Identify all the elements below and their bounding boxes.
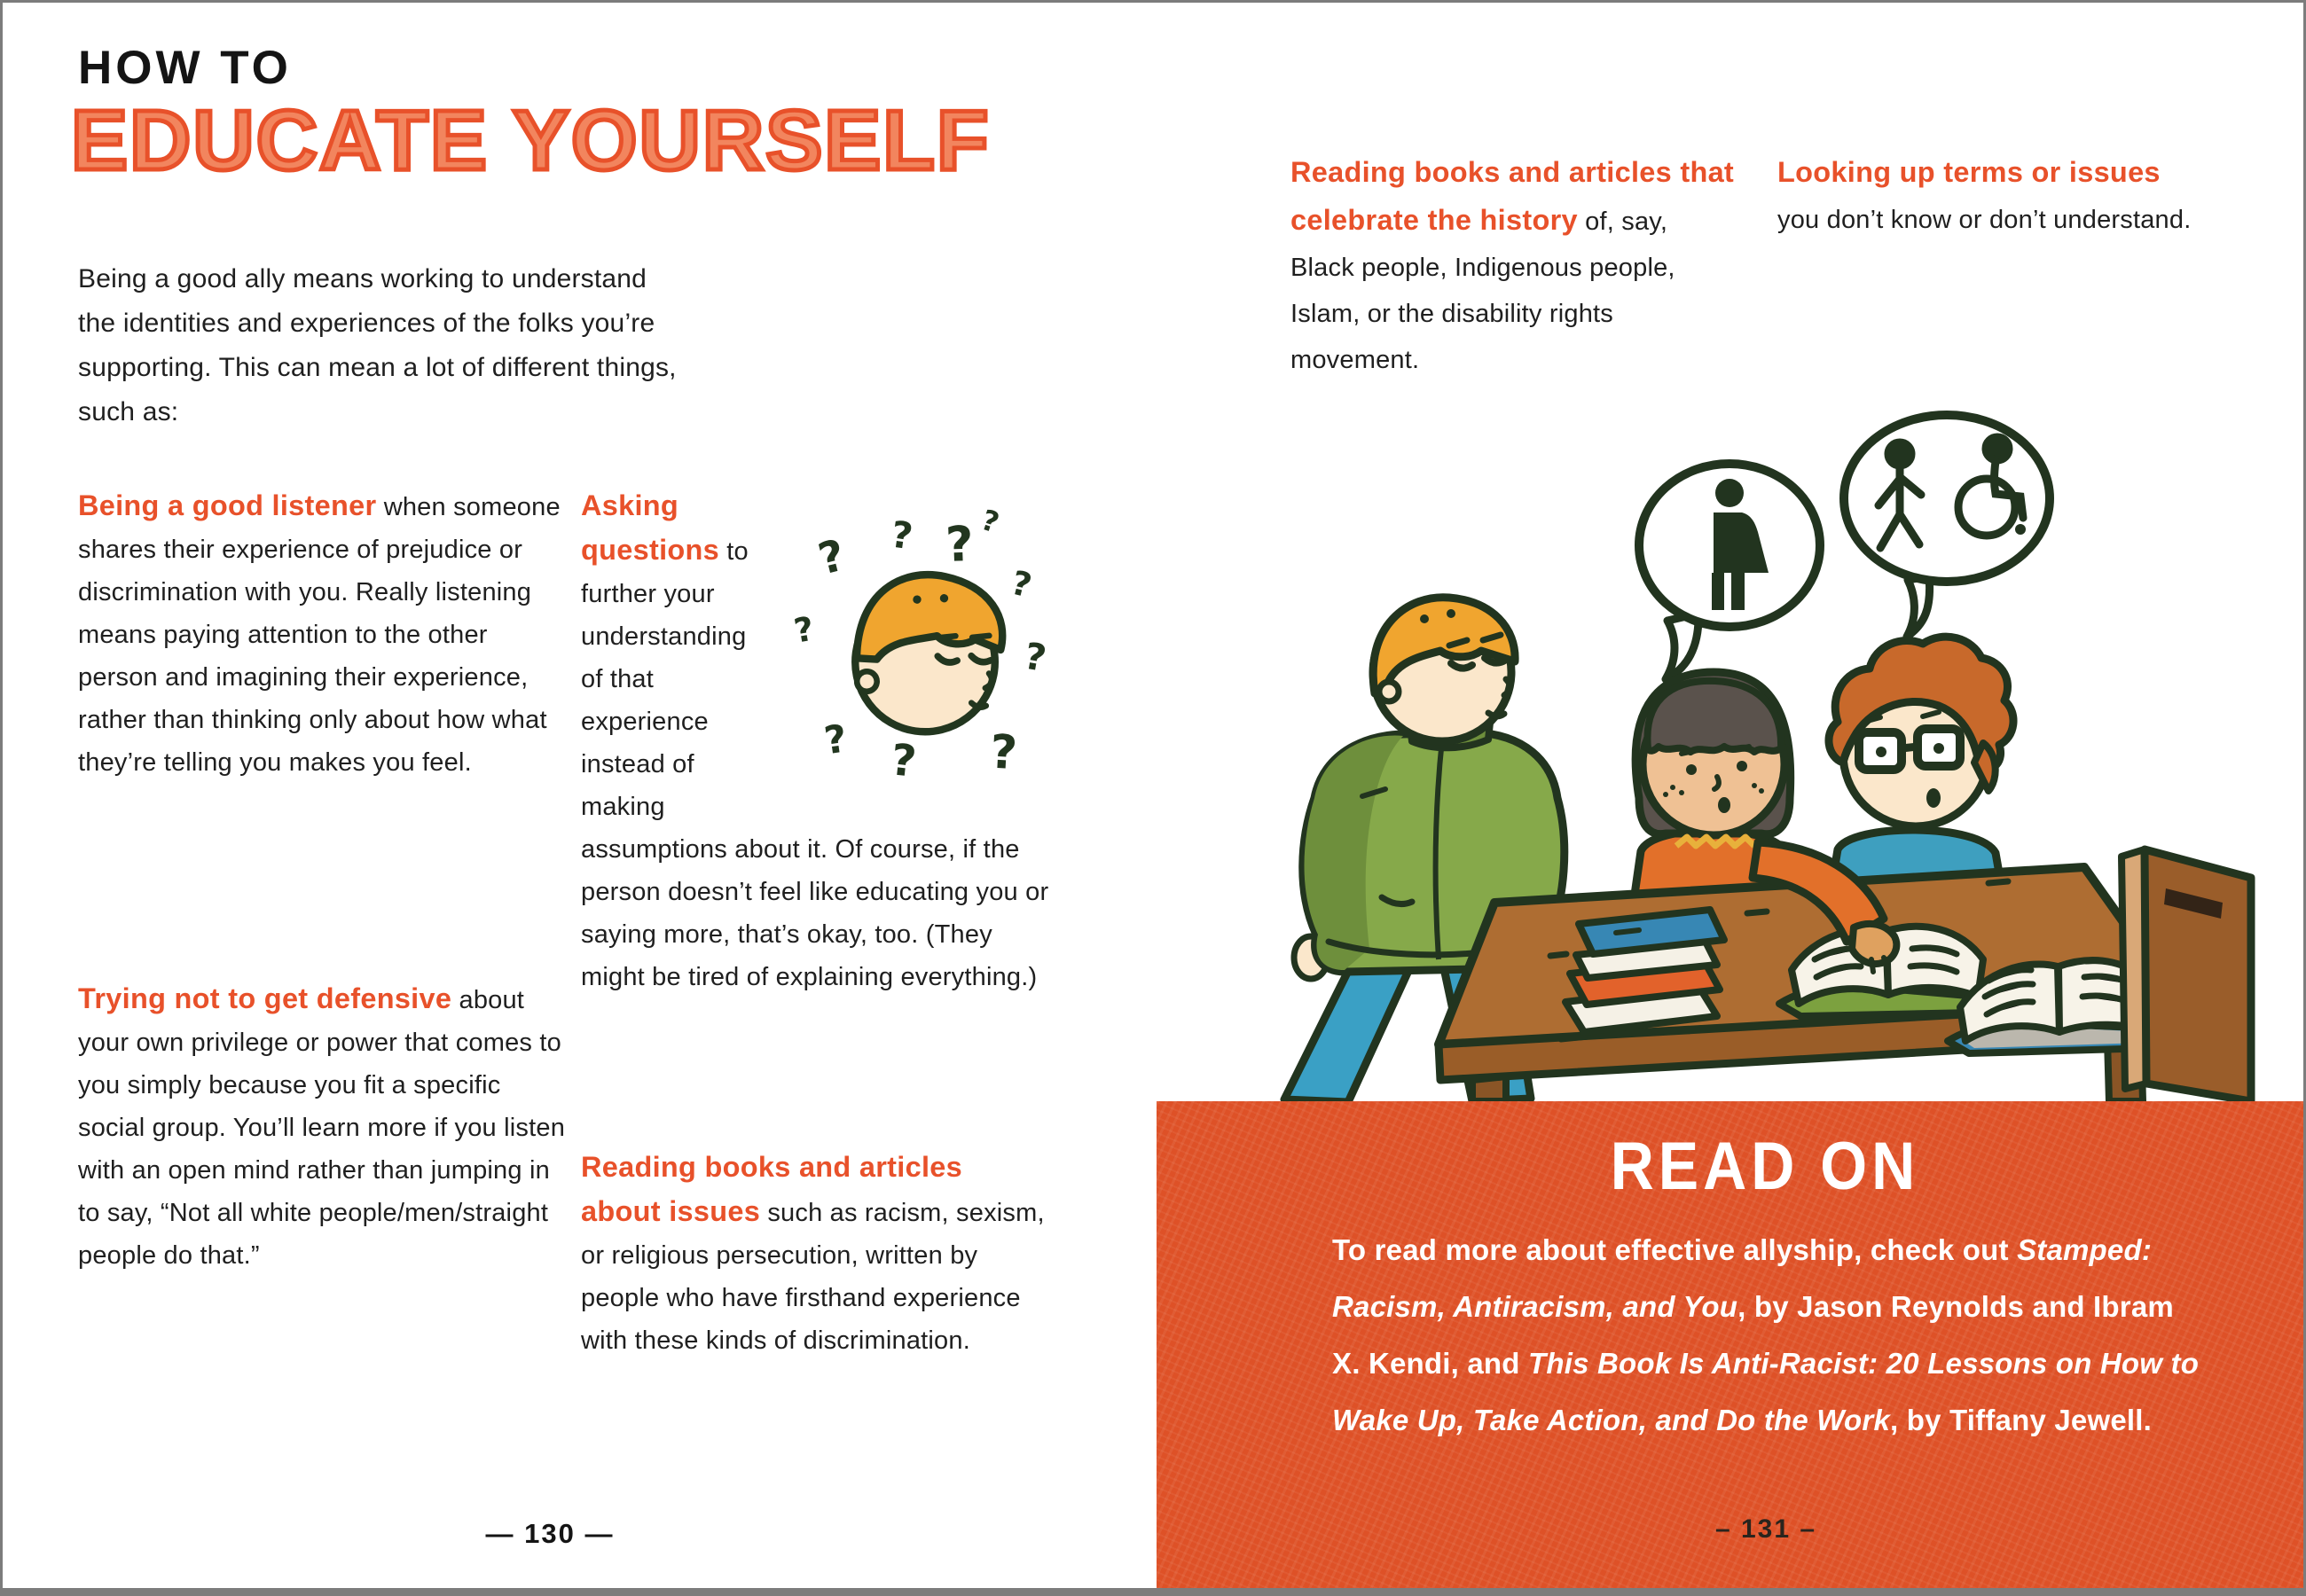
svg-text:?: ? [888,512,916,559]
paragraph-looking-up-terms [1777,149,2203,243]
boy-jeans-left-leg [1284,962,1408,1102]
book-stack [1565,910,1724,1032]
svg-text:?: ? [813,530,851,585]
page-number-left: — 130 — [485,1518,615,1549]
paragraph-reading-issues [581,1146,1049,1362]
svg-text:?: ? [888,735,919,786]
boy-ear [1379,682,1399,701]
svg-text:?: ? [790,608,818,651]
svg-text:?: ? [1007,562,1036,606]
paragraph-text: Being a good listener when someone shares their experience of prejudice or discrimination with you. Really listening means paying attention to the other person and imagining their experience, rather than thinking only about how what they’re telling you makes you feel. [78,489,561,777]
read-on-title: READ ON [1610,1128,1920,1204]
svg-text:?: ? [988,724,1019,781]
speech-bubble-accessibility [1844,415,2050,637]
intro-paragraph: Being a good ally means working to understand the identities and experiences of the folks you’re supporting. This can mean a lot of different things, such as: [78,264,677,426]
paragraph-asking-questions [581,484,1049,998]
study-table-illustration [1180,381,2279,1104]
svg-text:?: ? [1021,634,1049,681]
read-on-callout [1157,1101,2306,1596]
paragraph-text: Looking up terms or issues you don’t know or don’t understand. [1777,156,2192,234]
svg-text:?: ? [821,716,851,764]
question-head-illustration [783,484,1049,786]
girl-hand [1852,924,1896,964]
girl-mouth [1718,797,1730,813]
boy-head [846,566,1010,741]
paragraph-text: Reading books and articles that celebrate the history of, say, Black people, Indigenous people, Islam, or the disability rights movement. [1290,156,1735,374]
read-on-body [1332,1222,2200,1449]
paragraph-text: Trying not to get defensive about your own privilege or power that comes to you simply because you fit a specific social group. You’ll learn more if you listen with an open mind rather than jumping in to say, “Not all white people/men/straight people do that.” [78,982,566,1270]
kicker-how-to: HOW TO [78,42,292,94]
read-on-text: To read more about effective allyship, check out Stamped: Racism, Antiracism, and You, by Jason Reynolds and Ibram X. Kendi, and This Book Is Anti-Racist: 20 Lessons on How to Wake Up, Take Action, and Do the Work, by Tiffany Jewell. [1332,1233,2200,1436]
page-number-right: – 131 – [1714,1514,1817,1544]
svg-text:?: ? [977,502,1004,540]
speech-bubble-gender [1639,464,1820,679]
paragraph-text: Reading books and articles about issues such as racism, sexism, or religious persecution, written by people who have firsthand experience with these kinds of discrimination. [581,1151,1045,1355]
glasses-boy-mouth [1926,788,1941,808]
confused-boy-icon [783,484,1049,786]
page-title: EDUCATE YOURSELF [71,93,991,188]
paragraph-good-listener [78,484,573,784]
paragraph-celebrate-history [1290,149,1738,383]
paragraph-text: Asking questions to further your understanding of that experience instead of making assumptions about it. Of course, if the person doesn’t feel like educating you or saying more, that’s okay, too. (They might be tired of explaining everything.) [581,489,1049,991]
svg-text:?: ? [945,515,975,574]
paragraph-not-defensive [78,977,573,1277]
standing-board [2122,849,2251,1101]
